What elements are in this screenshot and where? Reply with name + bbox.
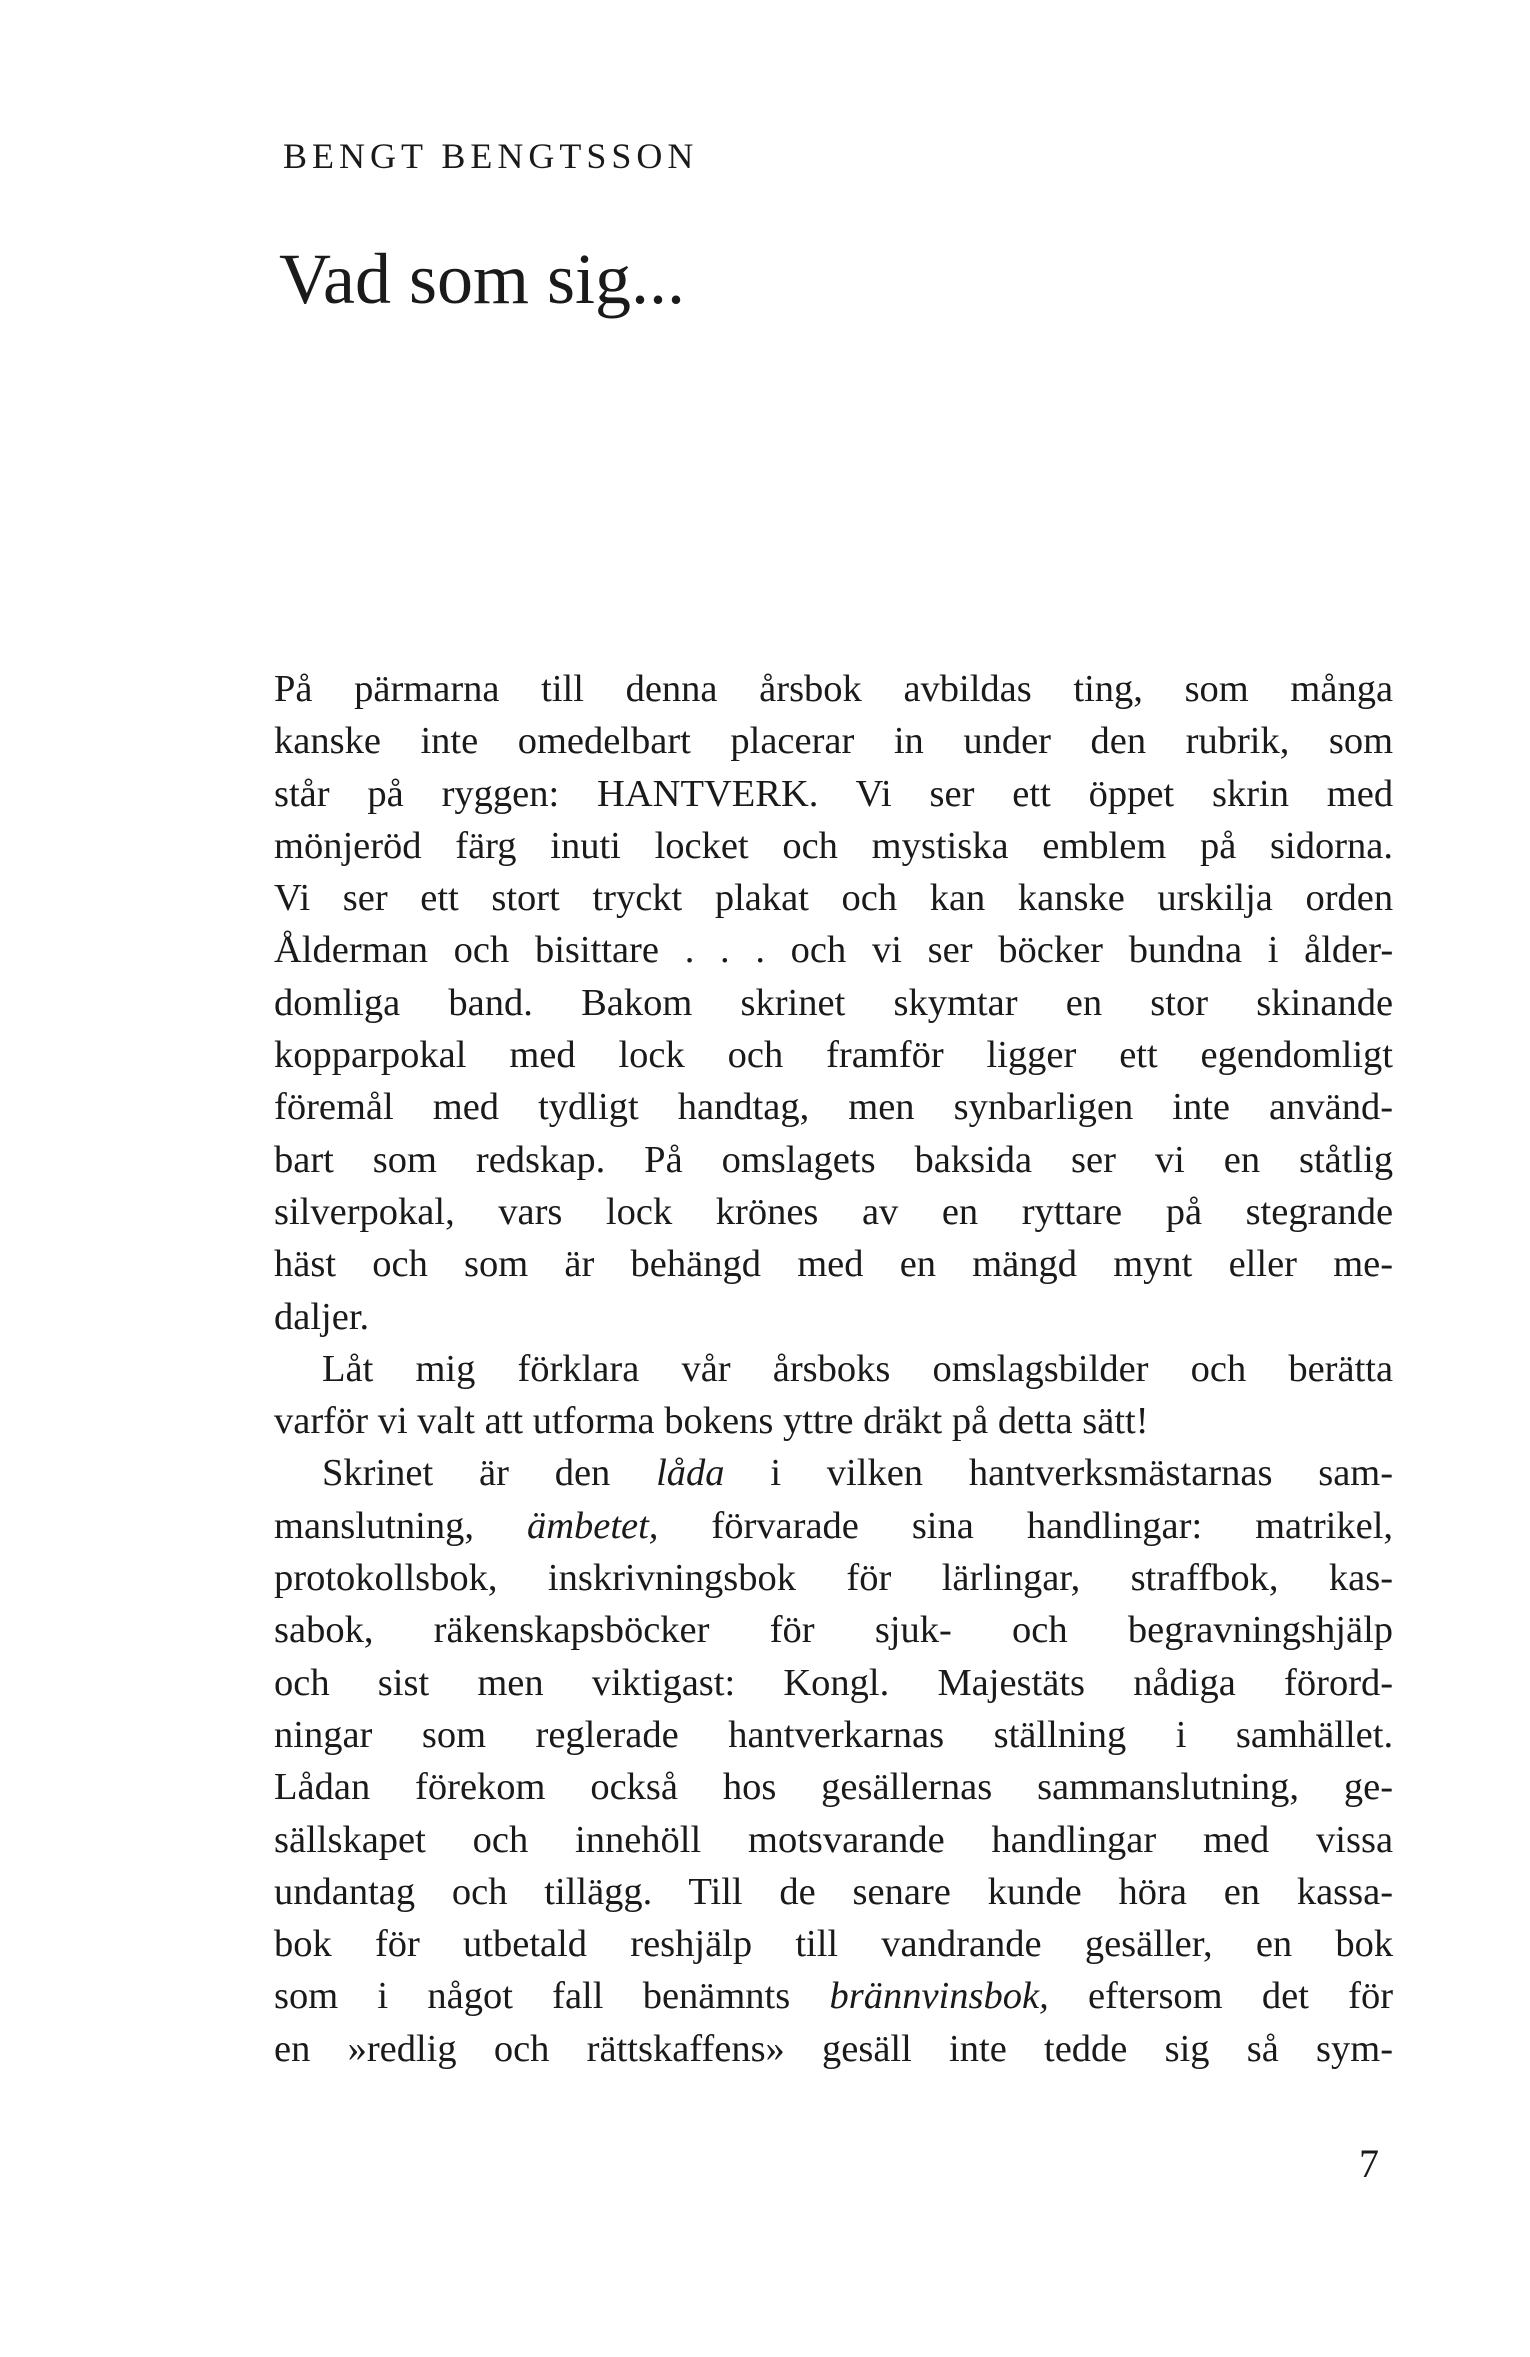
text-line: mönjeröd färg inuti locket och mystiska emblem på sidorna. <box>274 824 1393 867</box>
text-line: som i något fall benämnts brännvinsbok, eftersom det för <box>274 1975 1394 2018</box>
text-line: sällskapet och innehöll motsvarande handlingar med vissa <box>274 1818 1394 1861</box>
text-line: Ålderman och bisittare . . . och vi ser böcker bundna i ålder- <box>274 929 1394 972</box>
text-line: domliga band. Bakom skrinet skymtar en stor skinande <box>274 981 1394 1024</box>
text-line: undantag och tillägg. Till de senare kunde höra en kassa- <box>274 1870 1394 1913</box>
body-text <box>274 663 1393 2075</box>
text-line: manslutning, ämbetet, förvarade sina handlingar: matrikel, <box>274 1504 1394 1547</box>
text-line: ningar som reglerade hantverkarnas ställning i samhället. <box>274 1713 1394 1756</box>
text-line: en »redlig och rättskaffens» gesäll inte tedde sig så sym- <box>274 2027 1394 2070</box>
text-line: kopparpokal med lock och framför ligger ett egendomligt <box>274 1034 1393 1077</box>
text-line: Vi ser ett stort tryckt plakat och kan kanske urskilja orden <box>274 877 1394 920</box>
text-line: och sist men viktigast: Kongl. Majestäts nådiga förord- <box>274 1661 1394 1704</box>
text-line: står på ryggen: HANTVERK. Vi ser ett öppet skrin med <box>274 772 1394 815</box>
text-line: bart som redskap. På omslagets baksida ser vi en ståtlig <box>274 1138 1394 1181</box>
text-line: Låt mig förklara vår årsboks omslagsbilder och berätta <box>322 1347 1394 1390</box>
text-line: varför vi valt att utforma bokens yttre dräkt på detta sätt! <box>274 1400 1149 1443</box>
author-name: BENGT BENGTSSON <box>283 136 699 176</box>
text-line: föremål med tydligt handtag, men synbarligen inte använd- <box>274 1086 1394 1129</box>
text-line: Lådan förekom också hos gesällernas sammanslutning, ge- <box>274 1766 1394 1809</box>
chapter-title: Vad som sig... <box>279 239 686 319</box>
page-number: 7 <box>1359 2141 1379 2186</box>
text-line: På pärmarna till denna årsbok avbildas ting, som många <box>274 668 1394 710</box>
text-line: kanske inte omedelbart placerar in under den rubrik, som <box>274 720 1394 763</box>
text-line: häst och som är behängd med en mängd mynt eller me- <box>274 1243 1394 1286</box>
text-line: protokollsbok, inskrivningsbok för lärlingar, straffbok, kas- <box>274 1557 1394 1600</box>
text-line: daljer. <box>274 1295 370 1338</box>
text-line: bok för utbetald reshjälp till vandrande gesäller, en bok <box>274 1923 1394 1966</box>
text-line: sabok, räkenskapsböcker för sjuk- och begravningshjälp <box>274 1609 1394 1652</box>
text-line: Skrinet är den låda i vilken hantverksmästarnas sam- <box>322 1452 1394 1495</box>
text-line: silverpokal, vars lock krönes av en ryttare på stegrande <box>274 1190 1394 1233</box>
